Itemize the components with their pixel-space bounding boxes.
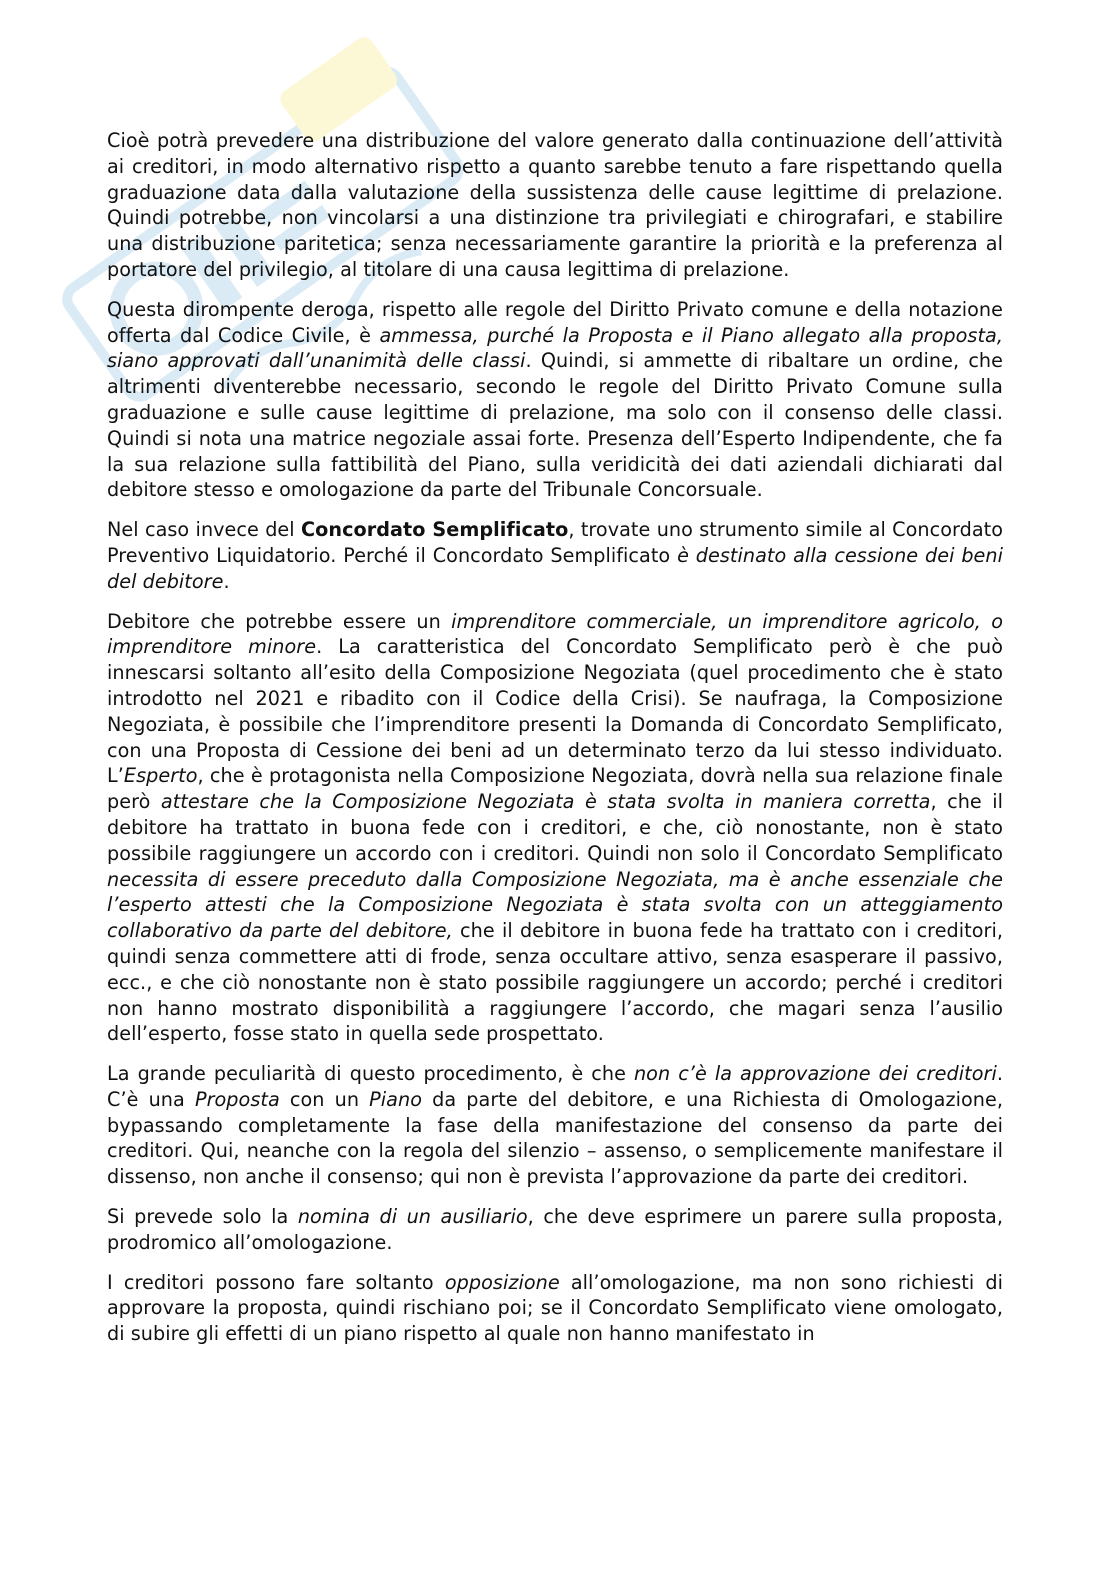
paragraph — [107, 1061, 1003, 1190]
text-run: Questa dirompente deroga, rispetto alle regole del Diritto Privato comune e della notazione offerta dal Codice Civile, è — [107, 297, 1003, 347]
italic-text: nomina di un ausiliario — [297, 1205, 528, 1229]
document-page — [107, 128, 1003, 1361]
italic-text: opposizione — [444, 1270, 560, 1294]
italic-text: attestare che la Composizione Negoziata è stata svolta in maniera corretta — [160, 790, 931, 814]
italic-text: Esperto — [123, 764, 198, 788]
bold-text: Concordato Semplificato — [301, 518, 569, 542]
text-run: . Quindi, si ammette di ribaltare un ordine, che altrimenti diventerebbe necessario, secondo le regole del Diritto Privato Comune sulla graduazione e sulle cause legittime di prelazione, ma solo con il consenso delle classi. Quindi si nota una matrice negoziale assai forte. Presenza dell’Esperto Indipendente, che fa la sua relazione sulla fattibilità del Piano, sulla veridicità dei dati aziendali dichiarati dal debitore stesso e omologazione da parte del Tribunale Concorsuale. — [107, 349, 1003, 502]
italic-text: non c’è la approvazione dei creditori — [633, 1062, 997, 1086]
text-run: con un — [279, 1087, 370, 1111]
italic-text: Piano — [369, 1087, 422, 1111]
text-run: I creditori possono fare soltanto — [107, 1270, 445, 1294]
text-run: da parte del debitore, e una Richiesta di Omologazione, bypassando completamente la fase della manifestazione del consenso da parte dei creditori. Qui, neanche con la regola del silenzio – assenso, o semplicemente manifestare il dissenso, non anche il consenso; qui non è prevista l’approvazione da parte dei creditori. — [107, 1087, 1003, 1189]
italic-text: Proposta — [194, 1087, 280, 1111]
paragraph — [107, 297, 1003, 503]
paragraph — [107, 1204, 1003, 1256]
text-run: , che è protagonista nella Composizione Negoziata, dovrà nella sua relazione finale però — [107, 764, 1003, 814]
italic-text: imprenditore commerciale, un imprenditore agricolo, o imprenditore minore — [107, 609, 1004, 659]
text-run: Debitore che potrebbe essere un — [107, 609, 452, 633]
text-run: Cioè potrà prevedere una distribuzione del valore generato dalla continuazione dell’attività ai creditori, in modo alternativo rispetto a quanto sarebbe tenuto a fare rispettando quella graduazione data dalla valutazione della sussistenza delle cause legittime di prelazione. Quindi potrebbe, non vincolarsi a una distinzione tra privilegiati e chirografari, e stabilire una distribuzione paritetica; senza necessariamente garantire la priorità e la preferenza al portatore del privilegio, al titolare di una causa legittima di prelazione. — [107, 129, 1003, 281]
text-run: . C’è una — [107, 1062, 1003, 1111]
text-run: , che deve esprimere un parere sulla proposta, prodromico all’omologazione. — [107, 1205, 1003, 1254]
italic-text: ammessa, purché la Proposta e il Piano allegato alla proposta, siano approvati dall’unanimità delle classi — [107, 323, 1003, 373]
paragraph — [107, 1270, 1003, 1347]
text-run: . — [223, 569, 230, 593]
text-run: . La caratteristica del Concordato Semplificato però è che può innescarsi soltanto all’esito della Composizione Negoziata (quel procedimento che è stato introdotto nel 2021 e ribadito con il Codice della Crisi). Se naufraga, la Composizione Negoziata, è possibile che l’imprenditore presenti la Domanda di Concordato Semplificato, con una Proposta di Cessione dei beni ad un determinato terzo da lui stesso individuato. L’ — [107, 635, 1004, 788]
text-run: Nel caso invece del — [107, 518, 302, 542]
text-run: La grande peculiarità di questo procedimento, è che — [107, 1062, 634, 1086]
paragraph — [107, 128, 1003, 283]
text-run: , trovate uno strumento simile al Concordato Preventivo Liquidatorio. Perché il Concordato Semplificato — [107, 518, 1004, 567]
paragraph — [107, 609, 1003, 1048]
text-run: che il debitore in buona fede ha trattato con i creditori, quindi senza commettere atti di frode, senza occultare attivo, senza esasperare il passivo, ecc., e che ciò nonostante non è stato possibile raggiungere un accordo; perché i creditori non hanno mostrato disponibilità a raggiungere l’accordo, che magari senza l’ausilio dell’esperto, fosse stato in quella sede prospettato. — [107, 919, 1003, 1046]
text-run: , che il debitore ha trattato in buona fede con i creditori, e che, ciò nonostante, non è stato possibile raggiungere un accordo con i creditori. Quindi non solo il Concordato Semplificato — [107, 790, 1004, 865]
italic-text: è destinato alla cessione dei beni del debitore — [107, 543, 1003, 593]
text-run: Si prevede solo la — [107, 1205, 298, 1229]
italic-text: necessita di essere preceduto dalla Composizione Negoziata, ma è anche essenziale che l’esperto attesti che la Composizione Negoziata è stata svolta con un atteggiamento collaborativo da parte del debitore, — [107, 867, 1003, 943]
paragraph — [107, 517, 1003, 594]
text-run: all’omologazione, ma non sono richiesti di approvare la proposta, quindi rischiano poi; se il Concordato Semplificato viene omologato, di subire gli effetti di un piano rispetto al quale non hanno manifestato in — [107, 1270, 1003, 1346]
